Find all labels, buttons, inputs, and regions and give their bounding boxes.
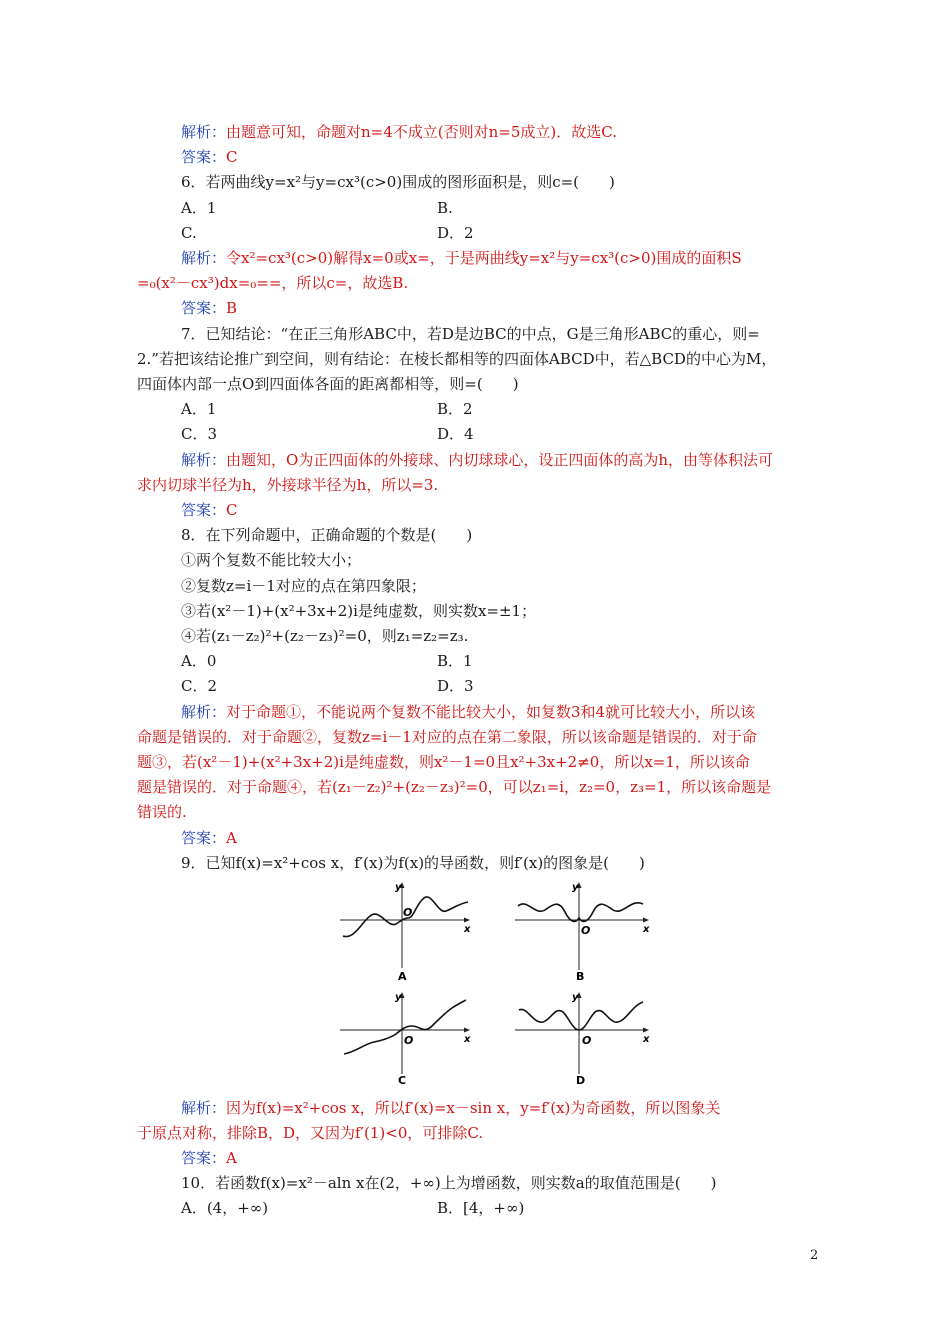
arrow-icon	[464, 1028, 470, 1033]
q6-option-c: C.	[181, 224, 197, 242]
origin-label: O	[404, 1034, 414, 1047]
solution-label: 解析：	[181, 451, 227, 469]
solution-label: 解析：	[181, 703, 227, 721]
q8-option-c: C．2	[181, 677, 218, 695]
q6-stem: 6．若两曲线y=x²与y=cx³(c>0)围成的图形面积是，则c=( )	[181, 173, 615, 191]
q7-option-d: D．4	[437, 425, 474, 443]
q6-solution-line-2: =₀(x²－cx³)dx=₀==，所以c=，故选B.	[137, 274, 409, 292]
q8-answer: 答案：A	[181, 829, 237, 847]
graph-b	[515, 878, 655, 988]
q7-stem-line-2: 2.”若把该结论推广到空间，则有结论：在棱长都相等的四面体ABCD中，若△BCD的中心为M，	[137, 350, 777, 368]
q8-solution-line-5: 错误的.	[137, 803, 187, 821]
q5-answer: 答案：C	[181, 148, 238, 166]
q7-solution-line-1: 解析：由题知，O为正四面体的外接球、内切球球心，设正四面体的高为h，由等体积法可	[181, 451, 773, 469]
graph-letter: A	[398, 970, 407, 983]
q8-option-a: A．0	[181, 652, 217, 670]
q7-option-b: B．2	[437, 400, 473, 418]
y-label: y	[395, 882, 402, 893]
answer-label: 答案：	[181, 1149, 227, 1167]
q6-answer: 答案：B	[181, 299, 238, 317]
graph-c	[340, 988, 475, 1088]
curve-d	[519, 1002, 643, 1030]
page-number: 2	[810, 1248, 819, 1263]
solution-label: 解析：	[181, 249, 227, 267]
q8-solution-line-1: 解析：对于命题①，不能说两个复数不能比较大小，如复数3和4就可比较大小，所以该	[181, 703, 756, 721]
arrow-icon	[464, 918, 470, 923]
solution-label: 解析：	[181, 1099, 227, 1117]
answer-label: 答案：	[181, 299, 227, 317]
q6-option-b: B.	[437, 199, 453, 217]
answer-label: 答案：	[181, 501, 227, 519]
graph-letter: B	[576, 970, 585, 983]
graph-letter: C	[398, 1074, 407, 1087]
x-label: x	[643, 1034, 650, 1045]
q9-answer: 答案：A	[181, 1149, 237, 1167]
q6-option-a: A．1	[181, 199, 217, 217]
q7-answer: 答案：C	[181, 501, 238, 519]
x-label: x	[464, 1034, 471, 1045]
q7-stem-line-3: 四面体内部一点O到四面体各面的距离都相等，则=( )	[137, 375, 519, 393]
origin-label: O	[582, 1034, 592, 1047]
q9-stem: 9．已知f(x)=x²+cos x，f′(x)为f(x)的导函数，则f′(x)的图象是( )	[181, 854, 645, 872]
q9-solution-line-1: 解析：因为f(x)=x²+cos x，所以f′(x)=x－sin x，y=f′(x)为奇函数，所以图象关	[181, 1099, 721, 1117]
graph-letter: D	[576, 1074, 586, 1087]
arrow-icon	[643, 918, 649, 923]
q8-option-d: D．3	[437, 677, 474, 695]
q8-solution-line-2: 命题是错误的．对于命题②，复数z=i－1对应的点在第二象限，所以该命题是错误的．对于命	[137, 728, 757, 746]
x-label: x	[464, 924, 471, 935]
answer-label: 答案：	[181, 829, 227, 847]
q7-option-c: C．3	[181, 425, 218, 443]
q7-solution-line-2: 求内切球半径为h，外接球半径为h，所以=3.	[137, 476, 439, 494]
q10-option-a: A．(4，+∞)	[181, 1199, 269, 1217]
q7-option-a: A．1	[181, 400, 217, 418]
q10-stem: 10．若函数f(x)=x²－aln x在(2，+∞)上为增函数，则实数a的取值范围是( )	[181, 1174, 717, 1192]
y-label: y	[572, 992, 579, 1003]
graph-a	[340, 878, 475, 988]
q8-item-2: ②复数z=i－1对应的点在第四象限；	[181, 577, 426, 595]
q9-solution-line-2: 于原点对称，排除B，D，又因为f′(1)<0，可排除C.	[137, 1124, 484, 1142]
origin-label: O	[581, 924, 591, 937]
q8-stem: 8．在下列命题中，正确命题的个数是( )	[181, 526, 473, 544]
q8-item-3: ③若(x²－1)+(x²+3x+2)i是纯虚数，则实数x=±1；	[181, 602, 537, 620]
x-label: x	[643, 924, 650, 935]
q8-solution-line-3: 题③，若(x²－1)+(x²+3x+2)i是纯虚数，则x²－1=0且x²+3x+2≠0，所以x=1，所以该命	[137, 753, 750, 771]
arrow-icon	[643, 1028, 649, 1033]
q7-stem-line-1: 7．已知结论：“在正三角形ABC中，若D是边BC的中点，G是三角形ABC的重心，则=	[181, 325, 760, 343]
q10-option-b: B．[4，+∞)	[437, 1199, 525, 1217]
curve-b	[518, 903, 643, 922]
q8-item-1: ①两个复数不能比较大小；	[181, 551, 362, 569]
q5-solution: 解析：由题意可知，命题对n=4不成立(否则对n=5成立)．故选C.	[181, 123, 617, 141]
origin-label: O	[403, 906, 413, 919]
y-label: y	[572, 882, 579, 893]
q8-item-4: ④若(z₁－z₂)²+(z₂－z₃)²=0，则z₁=z₂=z₃.	[181, 627, 469, 645]
answer-label: 答案：	[181, 148, 227, 166]
q6-solution-line-1: 解析：令x²=cx³(c>0)解得x=0或x=，于是两曲线y=x²与y=cx³(c>0)围成的面积S	[181, 249, 742, 267]
solution-label: 解析：	[181, 123, 227, 141]
graph-d	[515, 988, 655, 1088]
q8-solution-line-4: 题是错误的．对于命题④，若(z₁－z₂)²+(z₂－z₃)²=0，可以z₁=i，z₂=0，z₃=1，所以该命题是	[137, 778, 772, 796]
y-label: y	[395, 992, 402, 1003]
q6-option-d: D．2	[437, 224, 474, 242]
q8-option-b: B．1	[437, 652, 473, 670]
